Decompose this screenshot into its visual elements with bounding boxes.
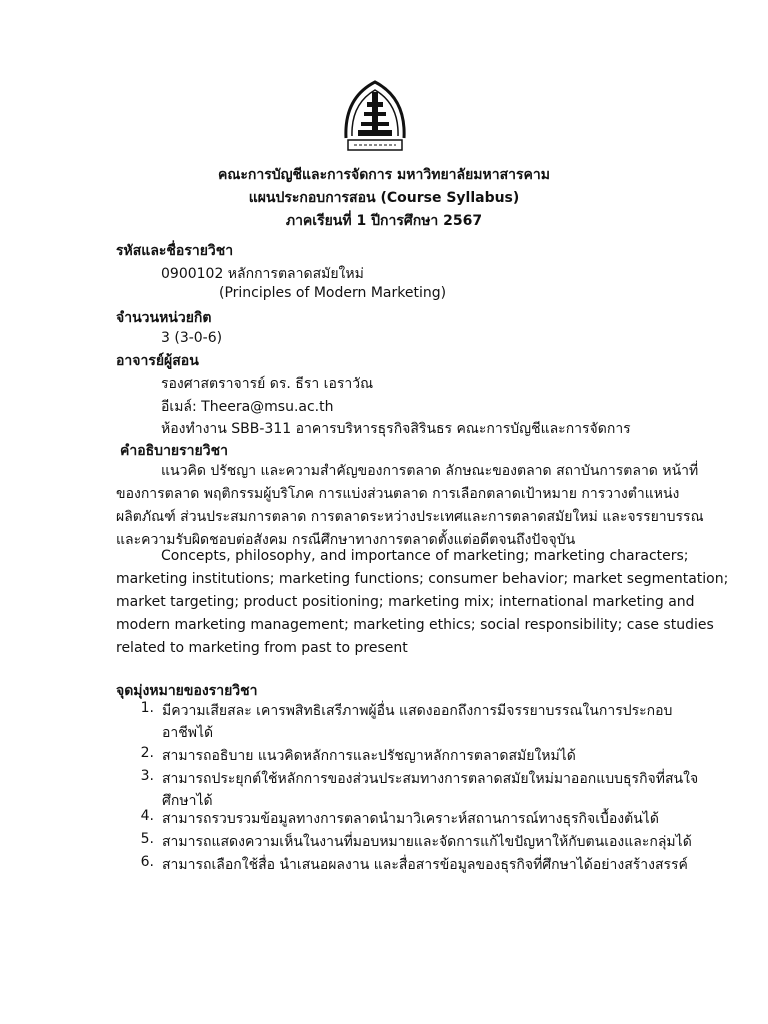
document-title: แผนประกอบการสอน (Course Syllabus) bbox=[248, 190, 520, 206]
objective-text: สามารถรวบรวมข้อมูลทางการตลาดนำมาวิเคราะห์สถานการณ์ทางธุรกิจเบื้องต้นได้ bbox=[162, 811, 659, 827]
objective-number: 5. bbox=[140, 831, 154, 847]
description-english bbox=[116, 545, 729, 660]
objective-text: สามารถประยุกต์ใช้หลักการของส่วนประสมทางการตลาดสมัยใหม่มาออกแบบธุรกิจที่สนใจ bbox=[162, 771, 699, 787]
course-code-name: 0900102 หลักการตลาดสมัยใหม่ bbox=[161, 266, 364, 282]
objective-number: 6. bbox=[140, 854, 154, 870]
description-english-line: market targeting; product positioning; marketing mix; international marketing and bbox=[116, 594, 695, 610]
credits-heading: จำนวนหน่วยกิต bbox=[116, 310, 212, 326]
description-english-line: marketing institutions; marketing functions; consumer behavior; market segmentation; bbox=[116, 571, 729, 587]
semester-title: ภาคเรียนที่ 1 ปีการศึกษา 2567 bbox=[285, 213, 483, 229]
objective-text: อาชีพได้ bbox=[162, 725, 214, 741]
objective-number: 2. bbox=[140, 745, 154, 761]
course-english-name: (Principles of Modern Marketing) bbox=[219, 285, 447, 301]
description-thai bbox=[116, 460, 704, 552]
objective-number: 3. bbox=[140, 768, 154, 784]
objective-number: 4. bbox=[140, 808, 154, 824]
objective-text: สามารถเลือกใช้สื่อ นำเสนอผลงาน และสื่อสารข้อมูลของธุรกิจที่ศึกษาได้อย่างสร้างสรรค์ bbox=[162, 857, 688, 873]
instructor-name: รองศาสตราจารย์ ดร. ธีรา เอราวัณ bbox=[161, 376, 374, 392]
description-english-line: modern marketing management; marketing ethics; social responsibility; case studies bbox=[116, 617, 714, 633]
instructor-office: ห้องทำงาน SBB-311 อาคารบริหารธุรกิจสิรินธร คณะการบัญชีและการจัดการ bbox=[161, 421, 631, 437]
description-heading: คำอธิบายรายวิชา bbox=[120, 443, 228, 459]
university-seal-logo bbox=[340, 78, 410, 156]
objectives-heading: จุดมุ่งหมายของรายวิชา bbox=[116, 683, 258, 699]
objective-number: 1. bbox=[140, 700, 154, 716]
description-thai-line: ของการตลาด พฤติกรรมผู้บริโภค การแบ่งส่วนตลาด การเลือกตลาดเป้าหมาย การวางตำแหน่ง bbox=[116, 486, 680, 502]
objective-text: ศึกษาได้ bbox=[162, 793, 213, 809]
description-thai-line: ผลิตภัณฑ์ ส่วนประสมการตลาด การตลาดระหว่างประเทศและการตลาดสมัยใหม่ และจรรยาบรรณ bbox=[116, 509, 704, 525]
objective-text: มีความเสียสละ เคารพสิทธิเสรีภาพผู้อื่น แสดงออกถึงการมีจรรยาบรรณในการประกอบ bbox=[162, 703, 673, 719]
instructor-heading: อาจารย์ผู้สอน bbox=[116, 353, 199, 369]
objective-text: สามารถแสดงความเห็นในงานที่มอบหมายและจัดการแก้ไขปัญหาให้กับตนเองและกลุ่มได้ bbox=[162, 834, 692, 850]
instructor-email: อีเมล์: Theera@msu.ac.th bbox=[161, 399, 334, 415]
objective-text: สามารถอธิบาย แนวคิดหลักการและปรัชญาหลักการตลาดสมัยใหม่ได้ bbox=[162, 748, 576, 764]
faculty-title: คณะการบัญชีและการจัดการ มหาวิทยาลัยมหาสารคาม bbox=[217, 167, 550, 183]
course-heading: รหัสและชื่อรายวิชา bbox=[116, 243, 234, 259]
description-english-line: related to marketing from past to present bbox=[116, 640, 408, 656]
description-english-line: Concepts, philosophy, and importance of marketing; marketing characters; bbox=[161, 548, 689, 564]
description-thai-line: แนวคิด ปรัชญา และความสำคัญของการตลาด ลักษณะของตลาด สถาบันการตลาด หน้าที่ bbox=[161, 463, 699, 479]
description-thai-line: และความรับผิดชอบต่อสังคม กรณีศึกษาทางการตลาดตั้งแต่อดีตจนถึงปัจจุบัน bbox=[116, 532, 576, 548]
credits-value: 3 (3-0-6) bbox=[161, 330, 223, 346]
